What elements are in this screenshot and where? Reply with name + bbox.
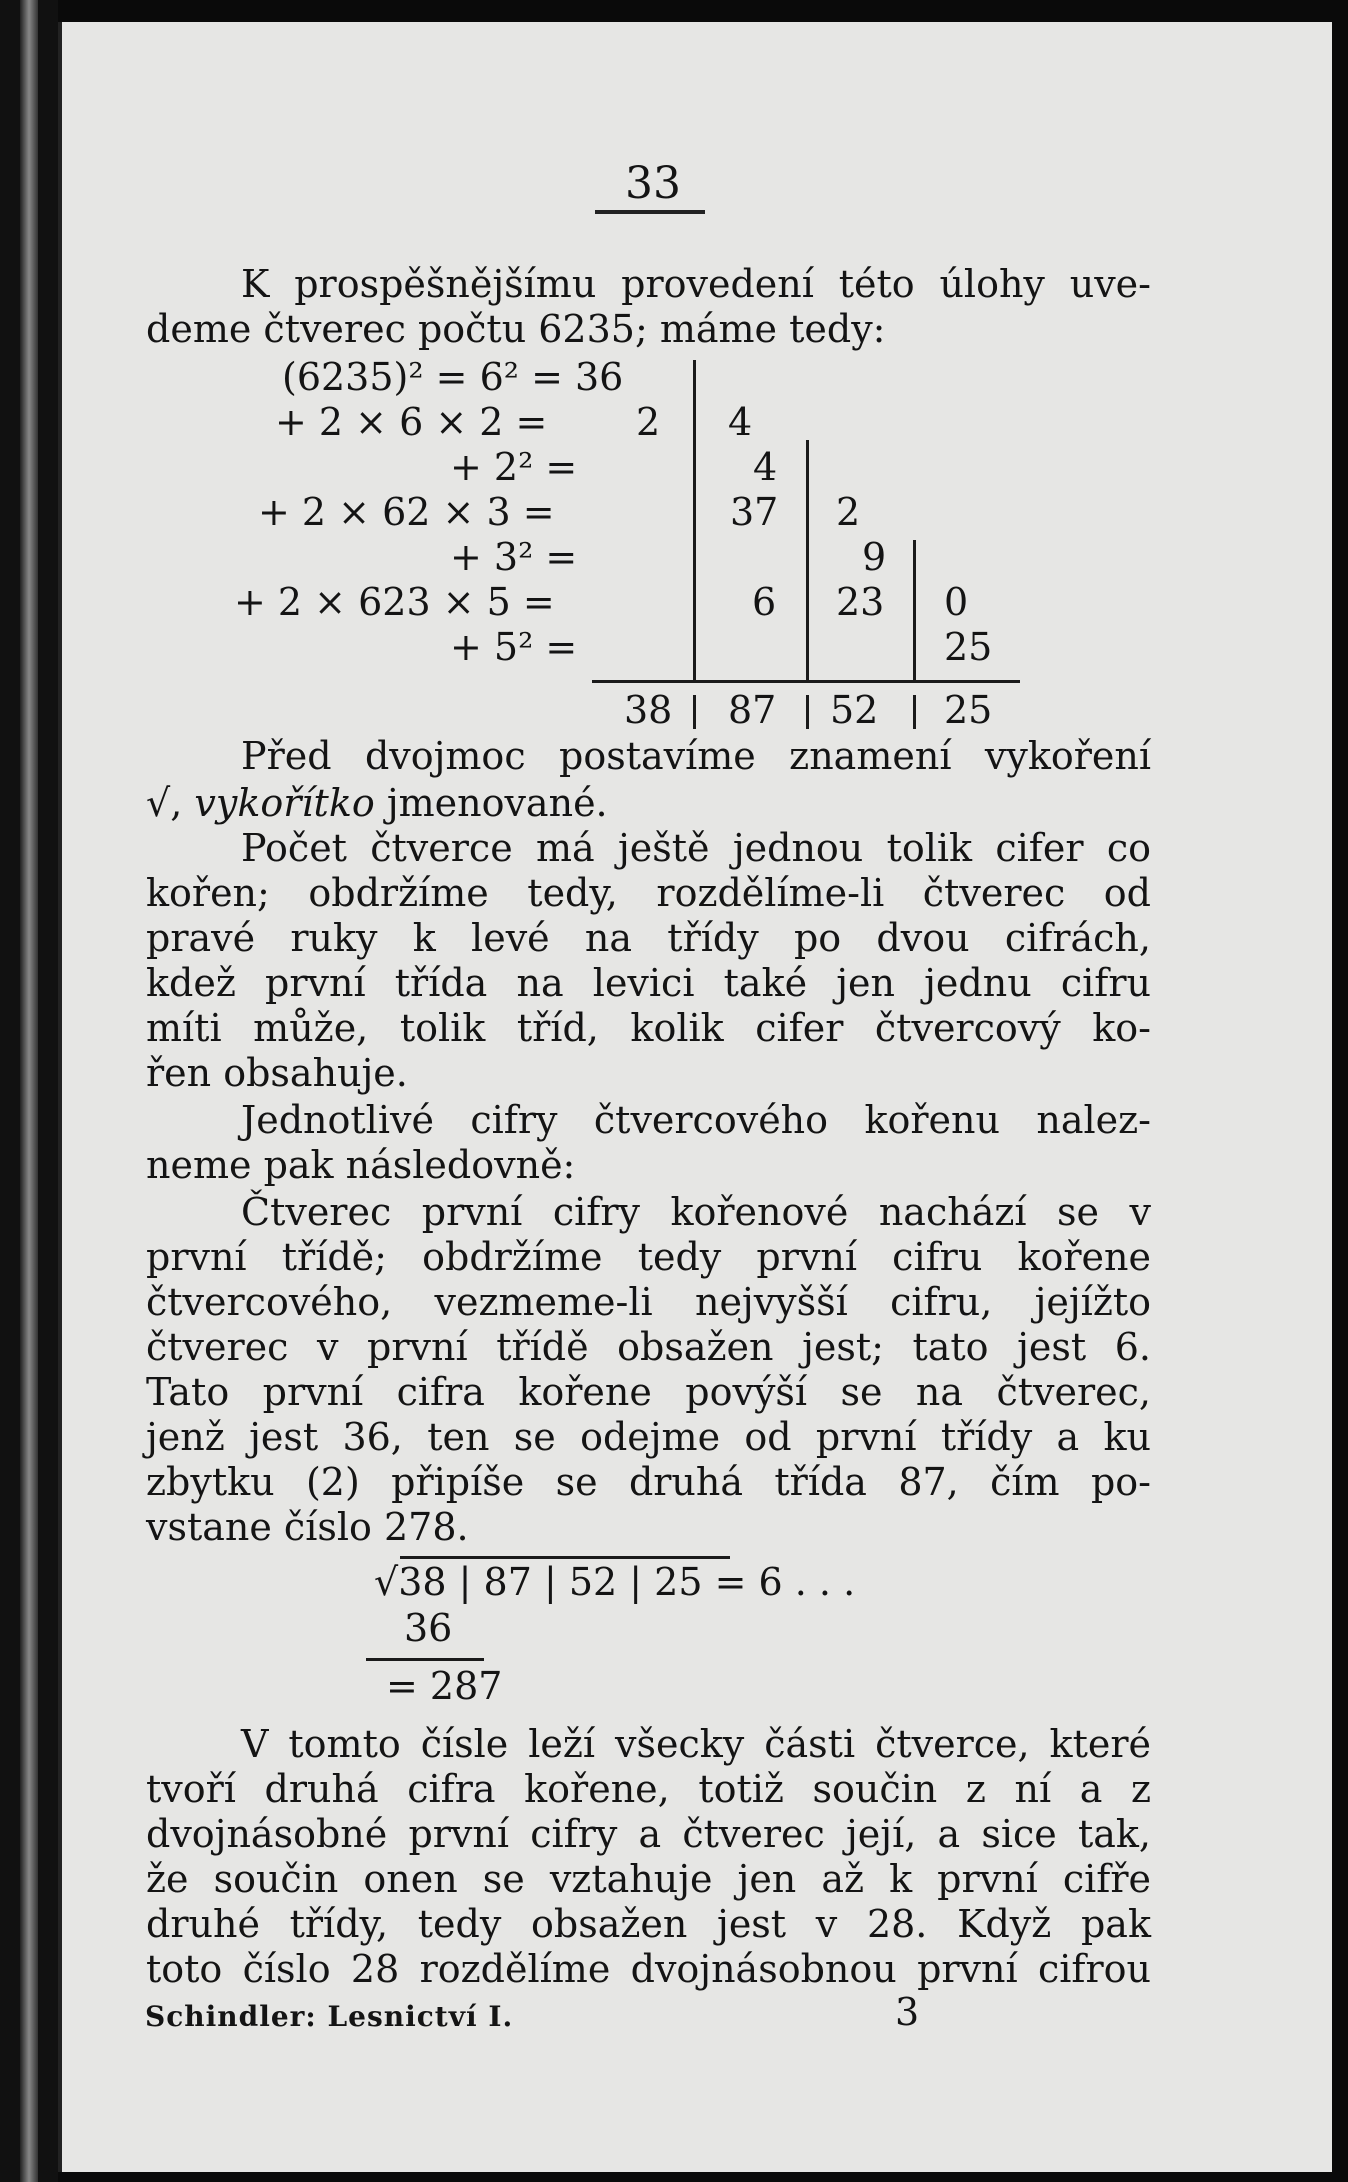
para4-line-6: jenž jest 36, ten se odejme od první třídy a ku [146, 1415, 1151, 1459]
para3-line-2: neme pak následovně: [146, 1143, 576, 1187]
book-gutter [0, 0, 58, 2182]
col3-value-2: 25 [944, 625, 993, 669]
col1-value-4: 6 [752, 580, 777, 624]
page-number: 33 [625, 158, 681, 209]
para5-line-6: toto číslo 28 rozdělíme dvojnásobnou první cifrou [146, 1947, 1151, 1991]
result-sep-3 [913, 695, 916, 729]
scheme-row-3: + 2² = [450, 445, 578, 489]
para5-line-4: že součin onen se vztahuje jen až k první cifře [146, 1857, 1151, 1901]
scheme-row-6: + 2 × 623 × 5 = [234, 580, 555, 624]
scheme-divider-1 [693, 360, 696, 680]
result-class-2: 87 [728, 688, 777, 732]
result-class-1: 38 [624, 688, 673, 732]
para4-line-7: zbytku (2) připíše se druhá třída 87, čím po- [146, 1460, 1151, 1504]
para2-line-6: řen obsahuje. [146, 1051, 408, 1095]
scheme-row-4: + 2 × 62 × 3 = [258, 490, 555, 534]
result-class-3: 52 [830, 688, 879, 732]
para5-line-3: dvojnásobné první cifry a čtverec její, a sice tak, [146, 1812, 1151, 1856]
result-sep-1 [693, 695, 696, 729]
para2-line-5: míti může, tolik tříd, kolik cifer čtvercový ko- [146, 1006, 1151, 1050]
col2-value-2: 9 [862, 535, 887, 579]
para5-line-1: V tomto čísle leží všecky části čtverce, které [241, 1722, 1151, 1766]
scheme-row-5: + 3² = [450, 535, 578, 579]
scheme-divider-2 [806, 440, 809, 680]
para1-line-1: Před dvojmoc postavíme znamení vykoření [241, 734, 1151, 778]
para2-line-3: pravé ruky k levé na třídy po dvou cifrách, [146, 916, 1151, 960]
para4-line-1: Čtverec první cifry kořenové nachází se v [241, 1190, 1151, 1234]
term-vykoritko: vykořítko [194, 781, 375, 825]
scheme-divider-3 [913, 540, 916, 680]
para2-line-2: kořen; obdržíme tedy, rozdělíme-li čtverec od [146, 871, 1151, 915]
para2-line-1: Počet čtverce má ještě jednou tolik cifer co [241, 826, 1151, 870]
page-number-rule [595, 210, 705, 214]
para3-line-1: Jednotlivé cifry čtvercového kořenu nalez- [241, 1098, 1151, 1142]
sheet-number: 3 [895, 1990, 920, 2034]
para4-line-2: první třídě; obdržíme tedy první cifru kořene [146, 1235, 1151, 1279]
col2-value-3: 23 [836, 580, 885, 624]
col3-value-1: 0 [944, 580, 969, 624]
col1-value-2: 4 [753, 445, 778, 489]
para4-line-5: Tato první cifra kořene povýší se na čtverec, [146, 1370, 1151, 1414]
para4-line-8: vstane číslo 278. [146, 1505, 469, 1549]
scheme-row-2-value: 2 [636, 400, 661, 444]
para4-line-3: čtvercového, vezmeme-li nejvyšší cifru, jejížto [146, 1280, 1151, 1324]
subtraction-rule [366, 1658, 484, 1661]
result-class-4: 25 [944, 688, 993, 732]
para1-line-2 [146, 781, 1151, 826]
para1-rest: jmenované. [374, 781, 608, 825]
intro-line-2: deme čtverec počtu 6235; máme tedy: [146, 307, 886, 351]
result-sep-2 [806, 695, 809, 729]
col1-value-1: 4 [728, 400, 753, 444]
para5-line-2: tvoří druhá cifra kořene, totiž součin z ní a z [146, 1767, 1151, 1811]
scheme-row-7: + 5² = [450, 625, 578, 669]
radical-bar [400, 1556, 730, 1559]
para5-line-5: druhé třídy, tedy obsažen jest v 28. Když pak [146, 1902, 1151, 1946]
para2-line-4: kdež první třída na levici také jen jednu cifru [146, 961, 1151, 1005]
scheme-row-1: (6235)² = 6² = 36 [282, 355, 624, 399]
intro-line-1: K prospěšnějšímu provedení této úlohy uve- [241, 262, 1151, 306]
scheme-row-2: + 2 × 6 × 2 = [275, 400, 548, 444]
para4-line-4: čtverec v první třídě obsažen jest; tato jest 6. [146, 1325, 1151, 1369]
signature-line: Schindler: Lesnictví I. [145, 2000, 514, 2033]
root-calc-line-1: √38 | 87 | 52 | 25 = 6 . . . [374, 1560, 856, 1604]
root-calc-line-3: = 287 [386, 1664, 503, 1708]
root-calc-line-2: 36 [404, 1606, 453, 1650]
col1-value-3: 37 [730, 490, 779, 534]
scheme-total-rule [592, 680, 1020, 683]
root-sign-icon: √, [146, 781, 183, 825]
col2-value-1: 2 [836, 490, 861, 534]
